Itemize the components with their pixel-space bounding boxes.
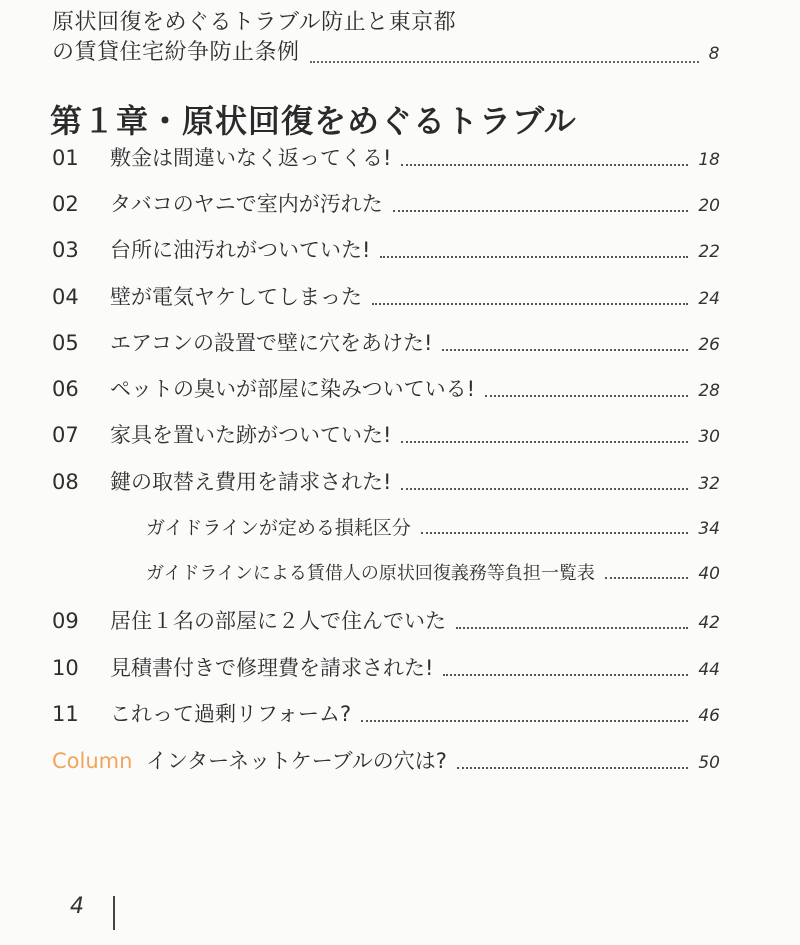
dot-leader [421,532,688,534]
intro-title-line2: の賃貸住宅紛争防止条例 [52,40,300,65]
entry-number: 10 [52,656,79,680]
entry-number: 05 [52,331,79,355]
toc-entry[interactable] [52,605,720,635]
entry-page: 40 [698,564,720,584]
dot-leader [393,210,689,212]
toc-subentry[interactable] [52,513,720,540]
entry-number: 11 [52,702,79,726]
dot-leader [401,441,688,443]
page-divider [113,896,115,930]
dot-leader [310,61,699,63]
entry-title: タバコのヤニで室内が汚れた [110,192,383,216]
dot-leader [361,720,688,722]
entry-title: エアコンの設置で壁に穴をあけた! [110,331,433,355]
toc-entry[interactable] [52,373,720,403]
dot-leader [605,577,688,579]
toc-entry[interactable] [52,698,720,728]
toc-subentry[interactable] [52,559,720,585]
entry-page: 50 [698,753,720,773]
entry-page: 30 [698,427,720,447]
entry-page: 24 [698,289,720,309]
column-label: Column [52,749,133,773]
dot-leader [485,395,688,397]
entry-number: 02 [52,192,79,216]
entry-number: 04 [52,285,79,309]
entry-number: 01 [52,146,79,170]
toc-entry[interactable] [52,234,720,264]
entry-title: 敷金は間違いなく返ってくる! [110,146,392,170]
entry-page: 18 [698,150,720,170]
toc-column-entry[interactable] [52,745,720,775]
entry-title: ガイドラインによる賃借人の原状回復義務等負担一覧表 [146,563,595,584]
chapter-heading: 第１章・原状回復をめぐるトラブル [50,102,577,140]
entry-title: 台所に油汚れがついていた! [110,238,371,262]
entry-title: 家具を置いた跡がついていた! [110,423,392,447]
entry-title: 居住１名の部屋に２人で住んでいた [110,609,446,633]
entry-page: 20 [698,196,720,216]
intro-entry[interactable] [52,8,720,69]
entry-page: 28 [698,381,720,401]
dot-leader [443,674,688,676]
toc-entry[interactable] [52,652,720,682]
entry-page: 44 [698,660,720,680]
entry-number: 09 [52,609,79,633]
intro-page-number: 8 [708,44,720,64]
entry-number: 07 [52,423,79,447]
intro-title-line1: 原状回復をめぐるトラブル防止と東京都 [52,10,457,35]
entry-title: これって過剰リフォーム? [110,702,352,726]
entry-page: 46 [698,706,720,726]
dot-leader [401,164,688,166]
entry-page: 42 [698,613,720,633]
toc-entry[interactable] [52,466,720,496]
entry-page: 22 [698,242,720,262]
toc-entry[interactable] [52,419,720,449]
dot-leader [372,303,688,305]
entry-title: 鍵の取替え費用を請求された! [110,470,392,494]
dot-leader [456,627,688,629]
toc-entry[interactable] [52,327,720,357]
entry-title: 見積書付きで修理費を請求された! [110,656,434,680]
entry-title: インターネットケーブルの穴は? [146,749,447,773]
entry-number: 03 [52,238,79,262]
entry-title: ガイドラインが定める損耗区分 [146,517,411,539]
toc-entry[interactable] [52,188,720,218]
dot-leader [457,767,688,769]
entry-page: 32 [698,474,720,494]
dot-leader [380,256,688,258]
entry-title: ペットの臭いが部屋に染みついている! [110,377,475,401]
entry-page: 26 [698,335,720,355]
toc-entry[interactable] [52,281,720,311]
entry-page: 34 [698,519,720,539]
entry-number: 08 [52,470,79,494]
dot-leader [442,349,688,351]
toc-entry[interactable] [52,142,720,172]
dot-leader [401,488,688,490]
entry-number: 06 [52,377,79,401]
entry-title: 壁が電気ヤケしてしまった [110,285,362,309]
page-number: 4 [70,894,84,919]
